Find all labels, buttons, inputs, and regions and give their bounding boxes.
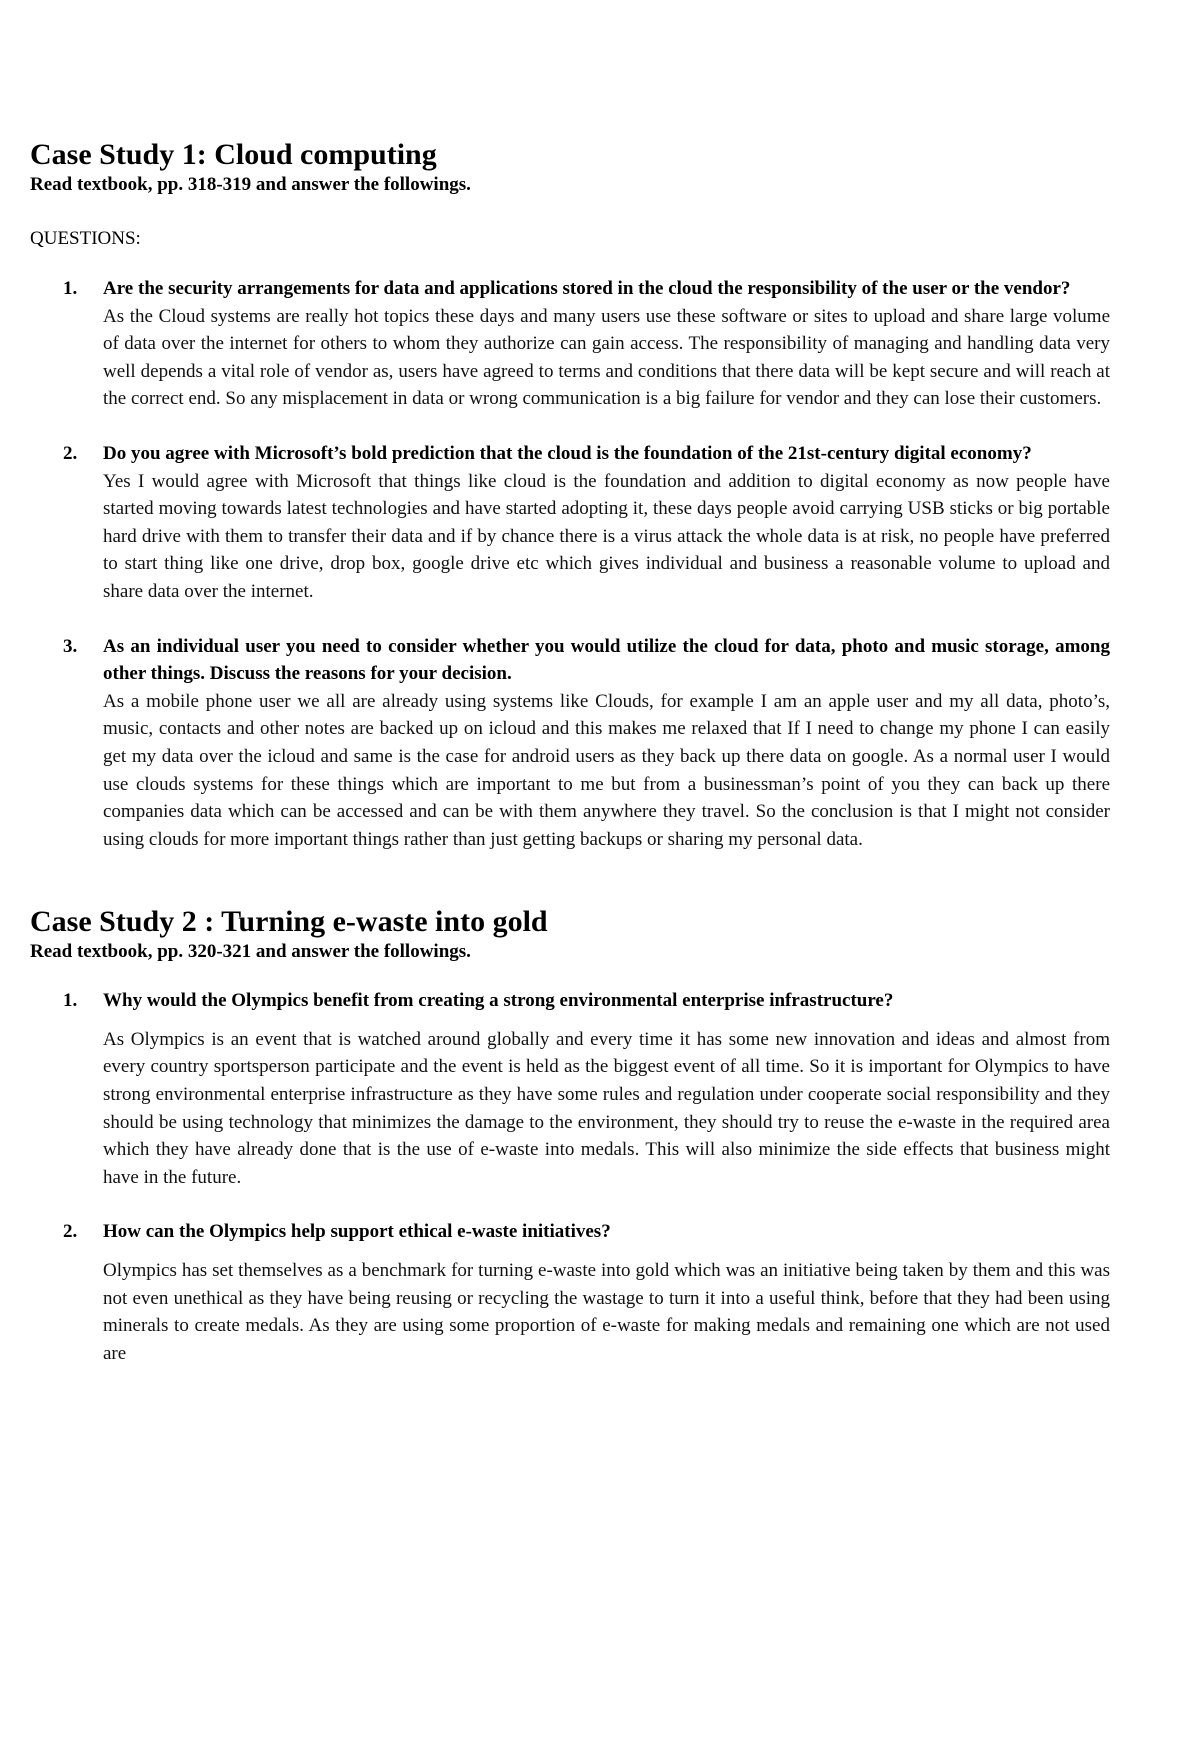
answer-text: Yes I would agree with Microsoft that things like cloud is the foundation and addition to digital economy as now people have started moving towards latest technologies and have started adopting it, these days people avoid carrying USB sticks or big portable hard drive with them to transfer their data and if by chance there is a virus attack the whole data is at risk, no people have preferred to start thing like one drive, drop box, google drive etc which gives individual and business a reasonable volume to upload and share data over the internet. bbox=[103, 470, 1110, 602]
question-text: As an individual user you need to consider whether you would utilize the cloud for data, photo and music storage, among other things. Discuss the reasons for your decision. bbox=[103, 635, 1110, 685]
question-number: 1. bbox=[63, 990, 78, 1012]
question-item bbox=[30, 987, 1110, 1191]
question-text: How can the Olympics help support ethical e-waste initiatives? bbox=[103, 1221, 611, 1243]
question-number: 3. bbox=[63, 635, 78, 657]
question-item bbox=[30, 440, 1110, 606]
question-number: 2. bbox=[63, 442, 78, 464]
question-item bbox=[30, 633, 1110, 854]
case-study-1-question-list bbox=[30, 275, 1110, 853]
answer-text: As the Cloud systems are really hot topics these days and many users use these software or sites to upload and share large volume of data over the internet for others to whom they authorize can gain access. The responsibility of managing and handling data very well depends a vital role of vendor as, users have agreed to terms and conditions that there data will be kept secure and will reach at the correct end. So any misplacement in data or wrong communication is a big failure for vendor and they can lose their customers. bbox=[103, 305, 1110, 410]
question-number: 1. bbox=[63, 278, 78, 299]
case-study-1-title: Case Study 1: Cloud computing bbox=[30, 138, 437, 171]
question-number: 2. bbox=[63, 1221, 78, 1243]
case-study-2-title: Case Study 2 : Turning e-waste into gold bbox=[30, 905, 548, 939]
case-study-2 bbox=[30, 905, 1110, 1367]
answer-text: As Olympics is an event that is watched around globally and every time it has some new innovation and ideas and almost from every country sportsperson participate and the event is held as the biggest event of all time. So it is important for Olympics to have strong environmental enterprise infrastructure as they have some rules and regulation under cooperate social responsibility and they should be using technology that minimizes the damage to the environment, they should try to reuse the e-waste in the required area which they have already done that is the use of e-waste into medals. This will also minimize the side effects that business might have in the future. bbox=[103, 1028, 1110, 1188]
question-item bbox=[30, 275, 1110, 413]
case-study-1 bbox=[30, 138, 1110, 853]
question-text: Why would the Olympics benefit from creating a strong environmental enterprise infrastructure? bbox=[103, 990, 894, 1012]
question-text: Do you agree with Microsoft’s bold prediction that the cloud is the foundation of the 21st-century digital economy? bbox=[103, 442, 1032, 464]
question-text: Are the security arrangements for data and applications stored in the cloud the responsibility of the user or the vendor? bbox=[103, 278, 1071, 299]
question-item bbox=[30, 1218, 1110, 1367]
answer-text: As a mobile phone user we all are already using systems like Clouds, for example I am an apple user and my all data, photo’s, music, contacts and other notes are backed up on icloud and this makes me relaxed that If I need to change my phone I can easily get my data over the icloud and same is the case for android users as they back up there data on google. As a normal user I would use clouds systems for these things which are important to me but from a businessman’s point of you they can back up there companies data which can be accessed and can be with them anywhere they travel. So the conclusion is that I might not consider using clouds for more important things rather than just getting backups or sharing my personal data. bbox=[103, 690, 1110, 850]
answer-text: Olympics has set themselves as a benchmark for turning e-waste into gold which was an initiative being taken by them and this was not even unethical as they have being reusing or recycling the wastage to turn it into a useful think, before that they had been using minerals to create medals. As they are using some proportion of e-waste for making medals and remaining one which are not used are bbox=[103, 1260, 1110, 1364]
case-study-1-subtitle: Read textbook, pp. 318-319 and answer the followings. bbox=[30, 174, 471, 195]
case-study-2-subtitle: Read textbook, pp. 320-321 and answer the followings. bbox=[30, 941, 471, 963]
questions-label: QUESTIONS: bbox=[30, 228, 141, 249]
case-study-2-question-list bbox=[30, 987, 1110, 1367]
document-page bbox=[30, 138, 1110, 1367]
